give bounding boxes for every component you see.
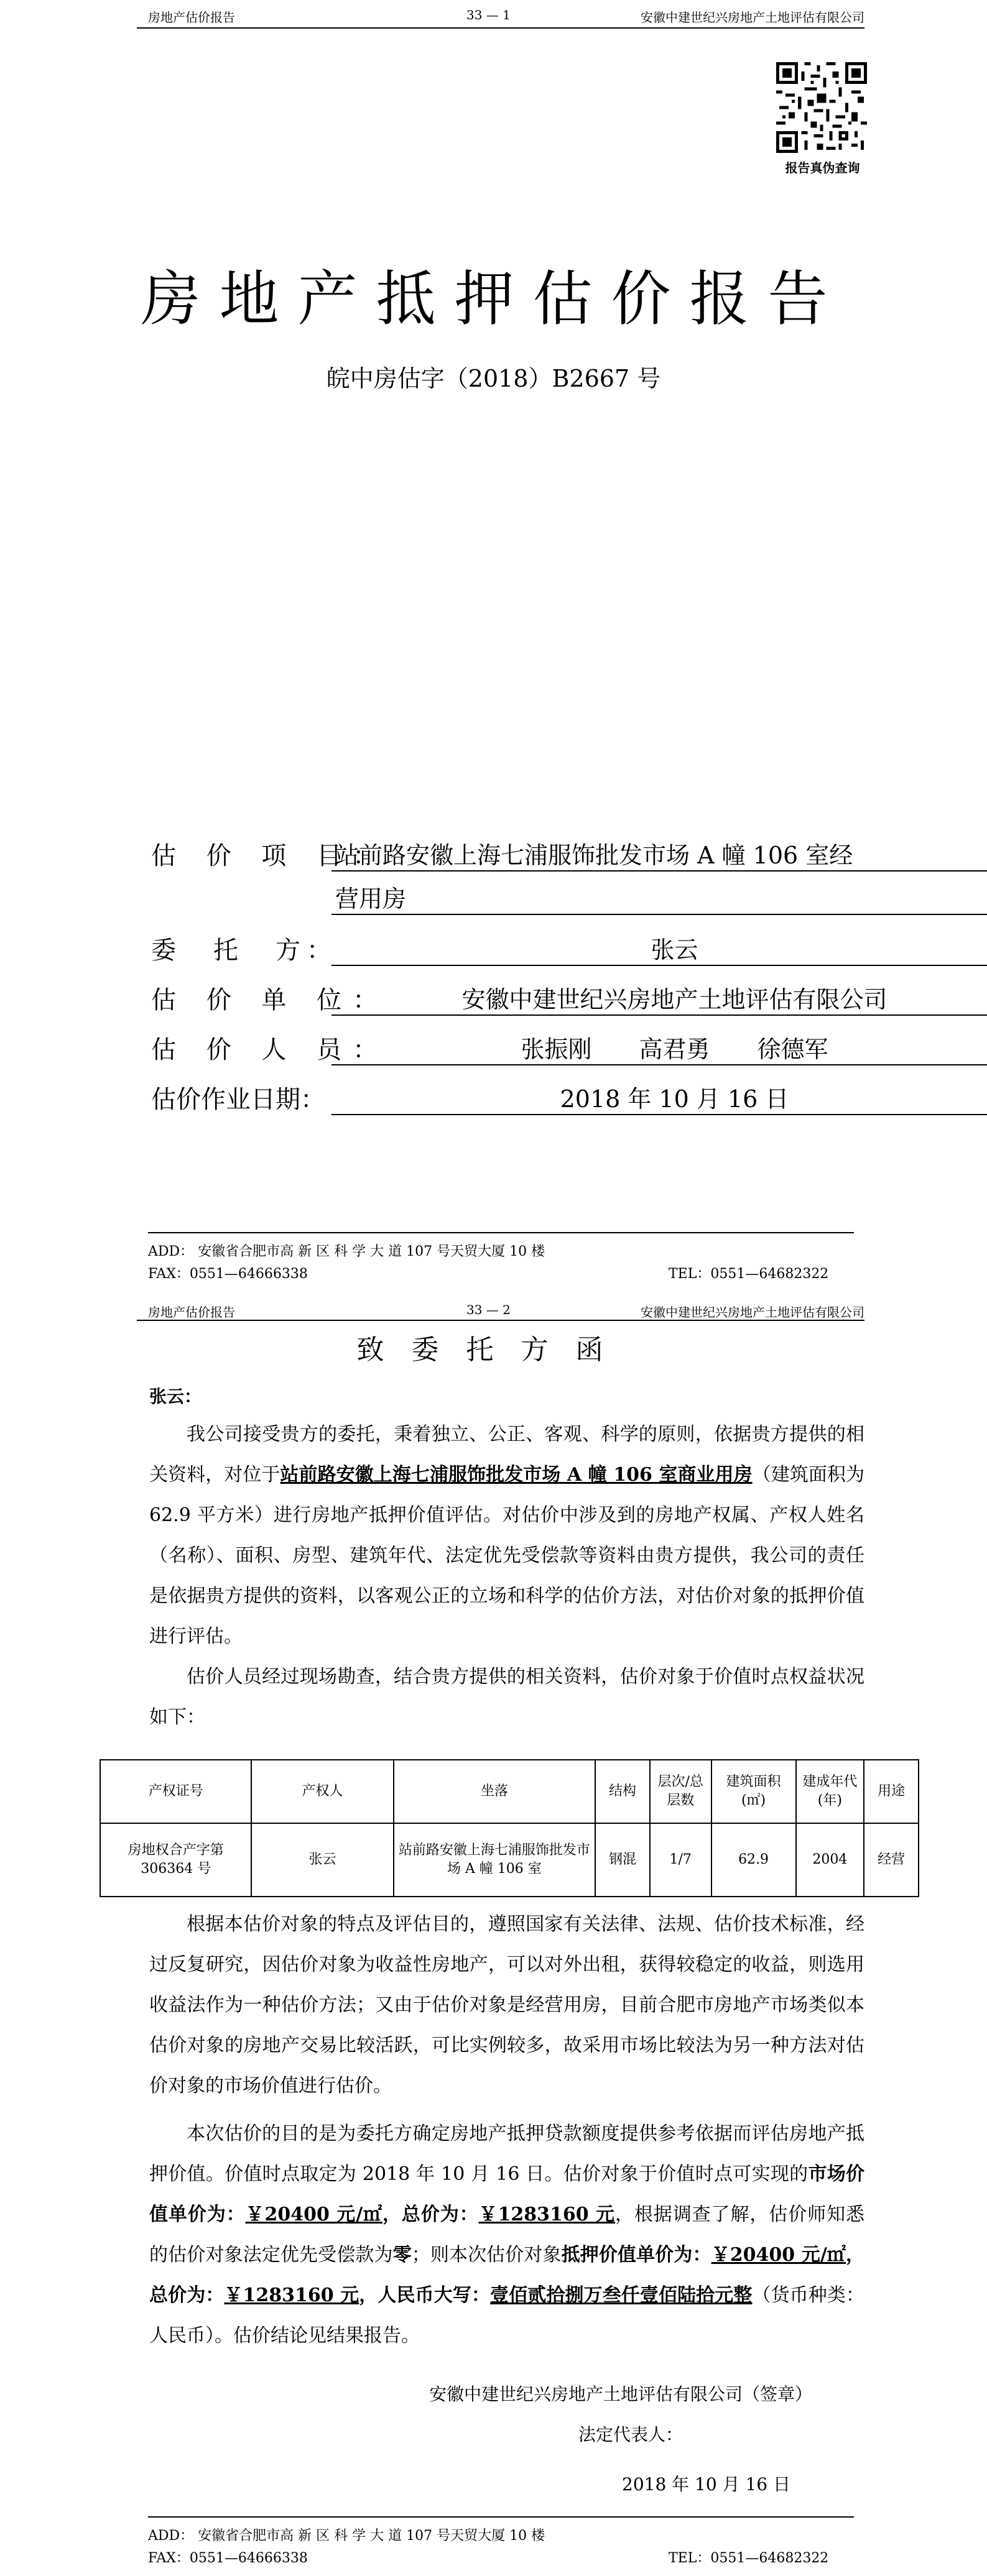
table-cell: 2004 xyxy=(796,1823,864,1897)
field-label: 委 托 方： xyxy=(151,936,338,965)
mortgage-unit-label: 抵押价值单价为： xyxy=(561,2244,711,2266)
footer-tel: TEL：0551—64682322 xyxy=(669,1266,829,1282)
table-cell: 房地权合产字第 306364 号 xyxy=(100,1823,251,1897)
footer-address: ADD： 安徽省合肥市高 新 区 科 学 大 道 107 号天贸大厦 10 楼 xyxy=(148,2528,545,2544)
footer-rule xyxy=(148,2516,854,2518)
property-table xyxy=(100,1759,919,1897)
footer-tel: TEL：0551—64682322 xyxy=(669,2551,829,2566)
text: ，根据调查了解，估价师知悉的估价对象法定优先受偿款为 xyxy=(149,2204,864,2266)
paragraph-1 xyxy=(149,1414,864,1657)
table-header: 产权人 xyxy=(251,1760,393,1823)
header-left: 房地产估价报告 xyxy=(148,1305,235,1320)
table-row xyxy=(100,1823,919,1897)
priority-claim: 零 xyxy=(392,2244,412,2266)
table-cell: 张云 xyxy=(251,1823,393,1897)
mortgage-unit-price: ￥20400 元/㎡ xyxy=(711,2244,846,2266)
header-rule xyxy=(137,1320,864,1321)
table-header-row xyxy=(100,1760,919,1823)
qr-caption: 报告真伪查询 xyxy=(785,160,860,175)
table-cell: 62.9 xyxy=(711,1823,796,1897)
footer-rule xyxy=(148,1232,854,1233)
field-value: 营用房 xyxy=(331,880,987,915)
header-page-number: 33 — 1 xyxy=(466,7,511,22)
text: （建筑面积为 62.9 平方米）进行房地产抵押价值评估。对估价中涉及到的房地产权属、产权人姓名（名称）、面积、房型、建筑年代、法定优先受偿款等资料由贵方提供，我公司的责任是依据贵方提供的资料，以客观公正的立场和科学的估价方法，对估价对象的抵押价值进行评估。 xyxy=(149,1464,864,1647)
field-label: 估 价 单 位： xyxy=(151,986,389,1014)
table-header: 结构 xyxy=(595,1760,650,1823)
report-title: 房地产抵押估价报告 xyxy=(141,264,846,334)
header-left: 房地产估价报告 xyxy=(148,10,235,25)
paragraph-2: 估价人员经过现场勘查，结合贵方提供的相关资料，估价对象于价值时点权益状况如下： xyxy=(149,1666,864,1728)
header-page-number: 33 — 2 xyxy=(466,1302,511,1317)
market-total-label: ，总价为： xyxy=(382,2204,479,2225)
market-unit-price: ￥20400 元/㎡ xyxy=(245,2204,382,2225)
field-label: 估 价 项 目： xyxy=(151,842,389,870)
signature-legal-rep: 法定代表人： xyxy=(578,2424,683,2445)
field-value: 张云 xyxy=(331,931,987,966)
field-label: 估价作业日期： xyxy=(151,1085,325,1114)
header-rule xyxy=(137,27,864,29)
header-company: 安徽中建世纪兴房地产土地评估有限公司 xyxy=(641,1305,864,1320)
footer-fax: FAX：0551—64666338 xyxy=(148,1266,308,1282)
table-header: 建成年代(年) xyxy=(796,1760,864,1823)
signature-date: 2018 年 10 月 16 日 xyxy=(622,2474,791,2495)
qr-code-icon[interactable] xyxy=(776,62,867,153)
table-cell: 站前路安徽上海七浦服饰批发市场 A 幢 106 室 xyxy=(394,1823,596,1897)
field-value: 2018 年 10 月 16 日 xyxy=(331,1080,987,1115)
market-total-price: ￥1283160 元 xyxy=(478,2204,615,2225)
text: （货币种类：人民币）。估价结论见结果报告。 xyxy=(149,2284,865,2347)
signature-company: 安徽中建世纪兴房地产土地评估有限公司（签章） xyxy=(429,2384,813,2404)
table-header: 坐落 xyxy=(394,1760,596,1823)
field-label: 估 价 人 员： xyxy=(151,1036,389,1064)
table-header: 建筑面积(㎡) xyxy=(711,1760,796,1823)
field-value: 安徽中建世纪兴房地产土地评估有限公司 xyxy=(331,980,987,1016)
field-value: 张振刚 高君勇 徐德军 xyxy=(331,1030,987,1065)
table-cell: 经营 xyxy=(864,1823,919,1897)
text: 我公司接受贵方的委托，秉着独立、公正、客观、科学的原则，依据贵方提供的相关资料，对位于 xyxy=(149,1424,864,1486)
rmb-capital-label: ，人民币大写： xyxy=(359,2284,491,2306)
table-header: 产权证号 xyxy=(100,1760,251,1823)
paragraph-3: 根据本估价对象的特点及评估目的，遵照国家有关法律、法规、估价技术标准，经过反复研究，因估价对象为收益性房地产，可以对外出租，获得较稳定的收益，则选用收益法作为一种估价方法；又由于估价对象是经营用房，目前合肥市房地产市场类似本估价对象的房地产交易比较活跃，可比实例较多，故采用市场比较法为另一种方法对估价对象的市场价值进行估价。 xyxy=(149,1913,864,2097)
paragraph-4 xyxy=(149,2114,864,2356)
letter-salutation: 张云： xyxy=(149,1386,202,1407)
table-cell: 钢混 xyxy=(595,1823,650,1897)
mortgage-total-price: ￥1283160 元 xyxy=(224,2284,359,2306)
field-value: 站前路安徽上海七浦服饰批发市场 A 幢 106 室经 xyxy=(331,836,987,872)
table-header: 层次/总层数 xyxy=(650,1760,711,1823)
market-unit-label: 市场价值单价为： xyxy=(149,2163,864,2225)
report-number: 皖中房估字（2018）B2667 号 xyxy=(326,365,661,392)
letter-page xyxy=(0,1296,987,2576)
rmb-capital-amount: 壹佰贰拾捌万叁仟壹佰陆拾元整 xyxy=(490,2284,753,2306)
footer-fax: FAX：0551—64666338 xyxy=(148,2551,308,2566)
mortgage-total-label: ，总价为： xyxy=(149,2244,865,2306)
text: ；则本次估价对象 xyxy=(411,2244,562,2266)
table-header: 用途 xyxy=(864,1760,919,1823)
letter-title: 致委托方函 xyxy=(356,1334,631,1366)
property-location: 站前路安徽上海七浦服饰批发市场 A 幢 106 室商业用房 xyxy=(280,1464,753,1486)
header-company: 安徽中建世纪兴房地产土地评估有限公司 xyxy=(641,10,864,25)
footer-address: ADD： 安徽省合肥市高 新 区 科 学 大 道 107 号天贸大厦 10 楼 xyxy=(148,1244,545,1259)
text: 本次估价的目的是为委托方确定房地产抵押贷款额度提供参考依据而评估房地产抵押价值。价值时点取定为 2018 年 10 月 16 日。估价对象于价值时点可实现的 xyxy=(149,2123,864,2185)
table-cell: 1/7 xyxy=(650,1823,711,1897)
